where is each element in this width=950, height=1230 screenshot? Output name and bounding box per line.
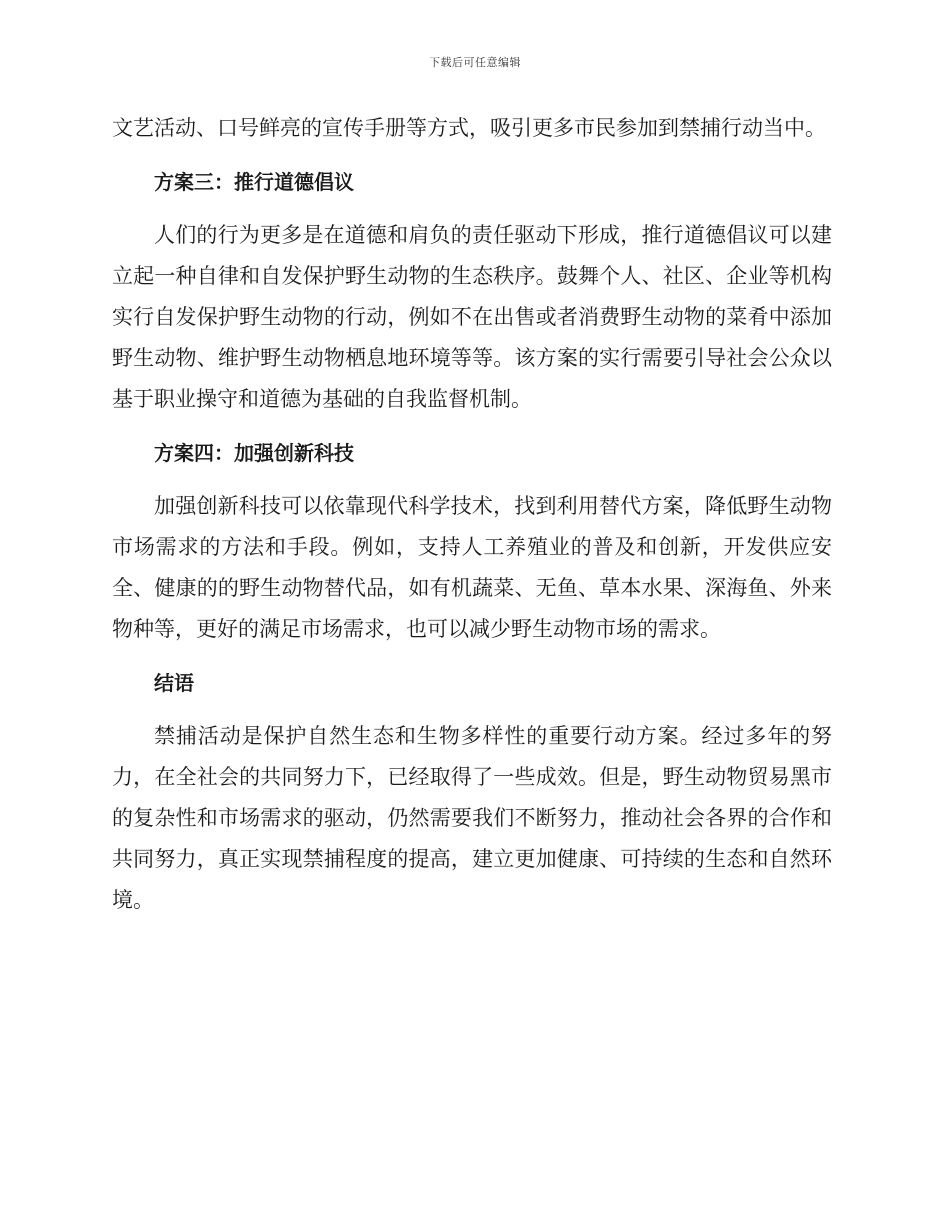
heading-plan-three: 方案三：推行道德倡议: [154, 170, 354, 194]
header-note: 下载后可任意编辑: [429, 56, 521, 69]
paragraph-plan-three: 人们的行为更多是在道德和肩负的责任驱动下形成，推行道德倡议可以建立起一种自律和自发保护野生动物的生态秩序。鼓舞个人、社区、企业等机构实行自发保护野生动物的行动，例如不在出售或者消费野生动物的菜肴中添加野生动物、维护野生动物栖息地环境等等。该方案的实行需要引导社会公众以基于职业操守和道德为基础的自我监督机制。: [112, 223, 832, 411]
paragraph-conclusion: 禁捕活动是保护自然生态和生物多样性的重要行动方案。经过多年的努力，在全社会的共同努力下，已经取得了一些成效。但是，野生动物贸易黑市的复杂性和市场需求的驱动，仍然需要我们不断努力，推动社会各界的合作和共同努力，真正实现禁捕程度的提高，建立更加健康、可持续的生态和自然环境。: [112, 724, 832, 912]
paragraph-intro-continuation: 文艺活动、口号鲜亮的宣传手册等方式，吸引更多市民参加到禁捕行动当中。: [112, 116, 826, 140]
paragraph-plan-four: 加强创新科技可以依靠现代科学技术，找到利用替代方案，降低野生动物市场需求的方法和手段。例如，支持人工养殖业的普及和创新，开发供应安全、健康的的野生动物替代品，如有机蔬菜、无鱼、草本水果、深海鱼、外来物种等，更好的满足市场需求，也可以减少野生动物市场的需求。: [112, 494, 832, 641]
heading-conclusion: 结语: [154, 671, 194, 695]
heading-plan-four: 方案四：加强创新科技: [154, 441, 354, 465]
document-body: [112, 108, 832, 934]
